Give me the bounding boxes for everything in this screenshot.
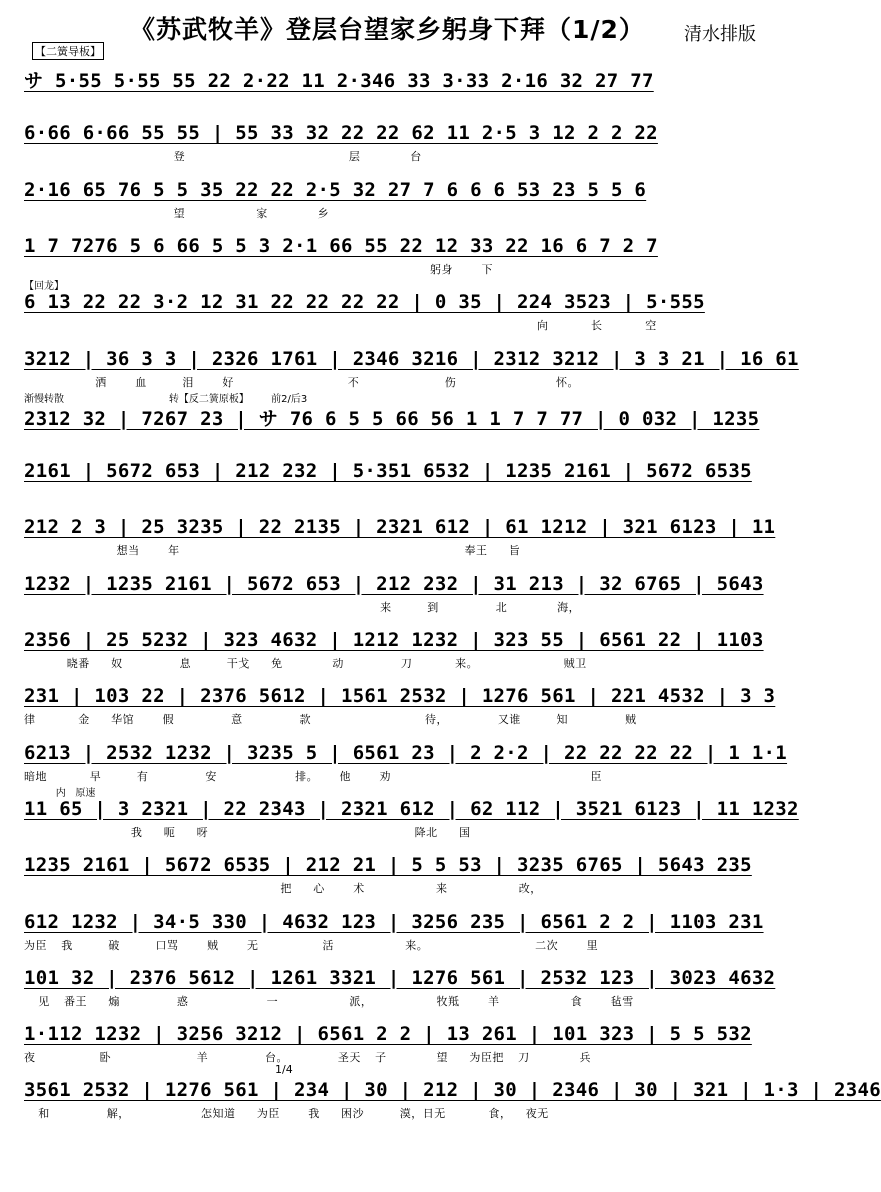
- score-row: [24, 277, 764, 333]
- notation-line: 3212 | 36 3 3 | 2326 1761 | 2346 3216 | 2312 3212 | 3 3 21 | 16 61: [24, 347, 799, 370]
- score-row: [24, 615, 764, 670]
- performance-marks: 【回龙】: [24, 281, 64, 293]
- performance-marks: 内 原速: [24, 787, 96, 799]
- performance-marks: 渐慢转散 转【反二簧原板】 前2/后3: [24, 393, 308, 405]
- notation-line: 2312 32 | 7267 23 | サ 76 6 5 5 66 56 1 1 7 7 77 | 0 032 | 1235: [24, 407, 760, 430]
- score-row: [24, 1009, 764, 1065]
- score-row: [24, 784, 799, 839]
- score-row: [24, 897, 764, 952]
- score-row: [24, 840, 764, 896]
- notation-line: 1235 2161 | 5672 6535 | 212 21 | 5 5 53 | 3235 6765 | 5643 235: [24, 854, 752, 877]
- notation-line: 101 32 | 2376 5612 | 1261 3321 | 1276 561 | 2532 123 | 3023 4632: [24, 966, 776, 989]
- notation-line: 6213 | 2532 1232 | 3235 5 | 6561 23 | 2 2·2 | 22 22 22 22 | 1 1·1: [24, 741, 788, 764]
- notation-line: 11 65 | 3 2321 | 22 2343 | 2321 612 | 62 112 | 3521 6123 | 11 1232: [24, 797, 799, 820]
- lyric-line: 洒 血 泪 好 不 伤 怀。: [24, 375, 579, 389]
- lyric-line: 晓番 奴 息 干戈 免 动 刀 来。 贼卫: [24, 657, 587, 670]
- score-row: [24, 1065, 881, 1121]
- lyric-line: 我 呃 呀 降北 国: [24, 825, 471, 839]
- notation-line: 612 1232 | 34·5 330 | 4632 123 | 3256 235 | 6561 2 2 | 1103 231: [24, 910, 764, 933]
- lyric-line: 来 到 北 海，: [24, 600, 581, 614]
- lyric-line: 想当 年 奉王 旨: [24, 544, 521, 558]
- notation-line: 2·16 65 76 5 5 35 22 22 2·5 32 27 7 6 6 6 53 23 5 5 6: [24, 178, 647, 201]
- typeset-credit: 清水排版: [684, 24, 756, 45]
- lyric-line: 见 番王 煽 惑 一 派， 牧羝 羊 食 毡雪: [24, 994, 634, 1008]
- notation-line: 1 7 7276 5 6 66 5 5 3 2·1 66 55 22 12 33 22 16 6 7 2 7: [24, 234, 658, 257]
- score-row: [24, 728, 788, 783]
- score-row: [24, 390, 764, 434]
- notation-line: 231 | 103 22 | 2376 5612 | 1561 2532 | 1276 561 | 221 4532 | 3 3: [24, 685, 776, 708]
- page-number: 1/4: [275, 1063, 293, 1076]
- lyric-line: 为臣 我 破 口骂 贼 无 活 来。 二次 里: [24, 938, 599, 952]
- score-row: [24, 446, 764, 490]
- notation-line: 3561 2532 | 1276 561 | 234 | 30 | 212 | 30 | 2346 | 30 | 321 | 1·3 | 2346: [24, 1079, 881, 1102]
- score-row: [24, 52, 764, 96]
- page-title: 《苏武牧羊》登层台望家乡躬身下拜（1/2）: [130, 15, 645, 44]
- score-row: [24, 221, 764, 276]
- score-row: [24, 953, 776, 1008]
- notation-line: 6 13 22 22 3·2 12 31 22 22 22 22 | 0 35 | 224 3523 | 5·555: [24, 291, 705, 314]
- notation-line: 1232 | 1235 2161 | 5672 653 | 212 232 | 31 213 | 32 6765 | 5643: [24, 572, 764, 595]
- notation-line: 1·112 1232 | 3256 3212 | 6561 2 2 | 13 261 | 101 323 | 5 5 532: [24, 1023, 752, 1046]
- lyric-line: 和 解， 怎知道 为臣 我 困沙 漠，日无 食， 夜无: [24, 1107, 549, 1121]
- score-row: [24, 671, 776, 727]
- notation-line: 212 2 3 | 25 3235 | 22 2135 | 2321 612 | 61 1212 | 321 6123 | 11: [24, 516, 776, 539]
- score-row: [24, 165, 764, 220]
- score-row: [24, 502, 776, 558]
- lyric-line: 夜 卧 羊 台。 圣天 子 望 为臣把 刀 兵: [24, 1051, 591, 1065]
- score-row: [24, 108, 764, 164]
- lyric-line: 躬身 下: [24, 262, 493, 276]
- lyric-line: 登 层 台: [24, 150, 422, 164]
- lyric-line: 律 金 华馆 假 意 款 待， 又谁 知 贼: [24, 713, 637, 727]
- notation-line: 6·66 6·66 55 55 | 55 33 32 22 22 62 11 2·5 3 12 2 2 22: [24, 122, 658, 145]
- lyric-line: 把 心 术 来 改，: [24, 882, 542, 896]
- notation-line: 2161 | 5672 653 | 212 232 | 5·351 6532 | 1235 2161 | 5672 6535: [24, 460, 752, 483]
- notation-line: サ 5·55 5·55 55 22 2·22 11 2·346 33 3·33 2·16 32 27 77: [24, 70, 654, 92]
- section-tag-intro: 【二簧导板】: [32, 42, 104, 60]
- lyric-line: 暗地 早 有 安 排。 他 劝 臣: [24, 769, 602, 783]
- lyric-line: 望 家 乡: [24, 206, 330, 220]
- score-row: [24, 334, 799, 389]
- notation-line: 2356 | 25 5232 | 323 4632 | 1212 1232 | 323 55 | 6561 22 | 1103: [24, 629, 764, 651]
- score-row: [24, 559, 764, 614]
- lyric-line: 向 长 空: [24, 319, 657, 333]
